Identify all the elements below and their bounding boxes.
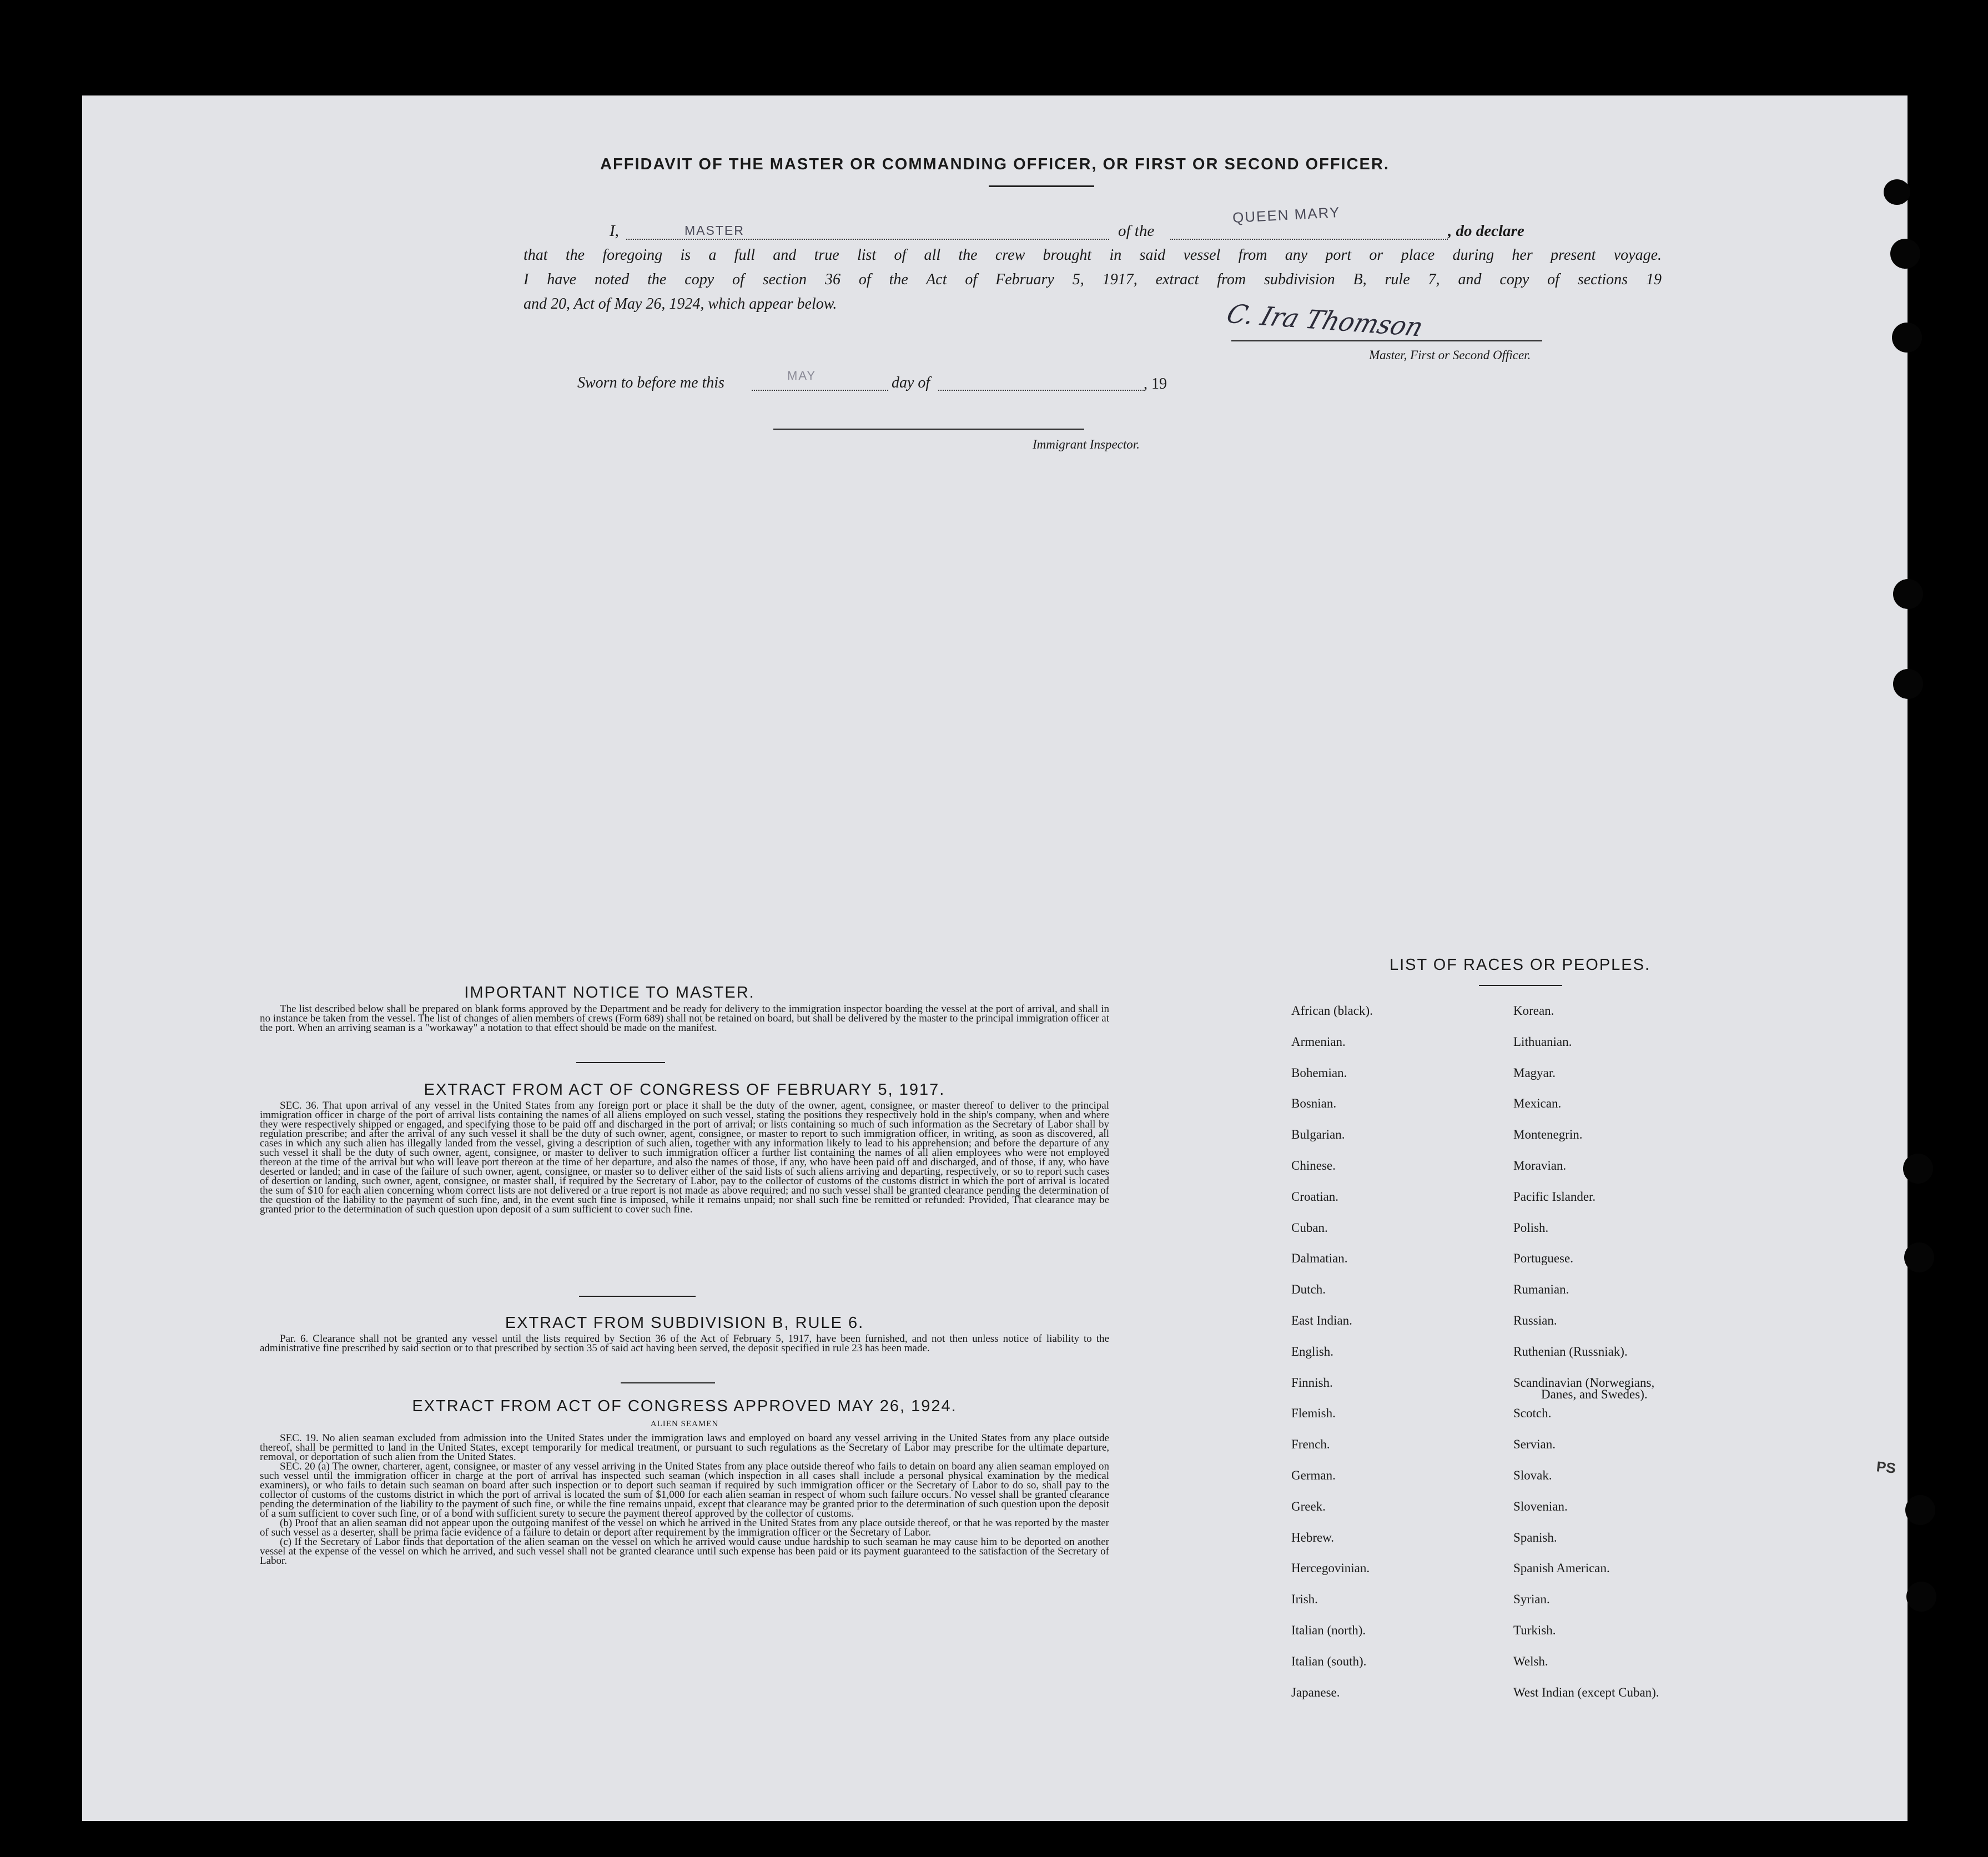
- affidavit-line-2: that the foregoing is a full and true list of all the crew brought in said vessel from any port or place during her present voyage.: [524, 246, 1662, 264]
- extract-1924-title: EXTRACT FROM ACT OF CONGRESS APPROVED MAY 26, 1924.: [412, 1397, 957, 1415]
- race-item: West Indian (except Cuban).: [1513, 1685, 1659, 1699]
- extract-1917-body: [260, 1101, 1109, 1214]
- of-the-label: of the: [1118, 222, 1155, 240]
- vessel-value: QUEEN MARY: [1232, 203, 1341, 227]
- race-item: Scotch.: [1513, 1406, 1552, 1421]
- race-item: Irish.: [1291, 1592, 1318, 1607]
- section-19-text: SEC. 19. No alien seaman excluded from admission into the United States under the immigration laws and employed on board any vessel arriving in the United States from any place outside thereof, shall be permitted to land in the United States, except temporarily for medical treatment, or pursuant to such regulations as the Secretary of Labor may prescribe for the ultimate departure, removal, or deportation of such alien from the United States.: [260, 1432, 1109, 1463]
- extract-1917-title: EXTRACT FROM ACT OF CONGRESS OF FEBRUARY 5, 1917.: [424, 1081, 945, 1099]
- extract-1917-divider: [579, 1296, 696, 1297]
- i-label: I,: [610, 222, 619, 240]
- notice-divider: [576, 1062, 665, 1063]
- race-item-scandinavian-cont: Danes, and Swedes).: [1541, 1387, 1648, 1401]
- section-20c-text: (c) If the Secretary of Labor finds that deportation of the alien seaman on the vessel on which he arrived would cause undue hardship to such seaman he may cause him to be deported on another vessel at the expense of the vessel on which he arrived, and such vessel shall not be granted clearance until such expense has been paid or its payment guaranteed to the satisfaction of the Secretary of Labor.: [260, 1536, 1109, 1567]
- race-item: Hebrew.: [1291, 1530, 1335, 1544]
- race-item: Servian.: [1513, 1437, 1556, 1452]
- race-item: Spanish American.: [1513, 1561, 1610, 1576]
- sworn-month-line: [938, 390, 1144, 391]
- binder-hole: [1892, 323, 1922, 353]
- races-divider: [1479, 985, 1562, 986]
- race-item: Italian (north).: [1291, 1623, 1366, 1637]
- race-item: Montenegrin.: [1513, 1128, 1583, 1142]
- race-item: German.: [1291, 1468, 1336, 1482]
- race-item: Korean.: [1513, 1004, 1554, 1018]
- race-item: Greek.: [1291, 1499, 1326, 1513]
- margin-mark: PS: [1875, 1458, 1897, 1477]
- race-item: Chinese.: [1291, 1159, 1336, 1172]
- sworn-stamp: MAY: [787, 369, 817, 383]
- race-item: Finnish.: [1291, 1375, 1333, 1390]
- race-item: Slovenian.: [1513, 1499, 1568, 1513]
- binder-hole: [1906, 1582, 1936, 1612]
- race-item: Bohemian.: [1291, 1065, 1347, 1080]
- race-item: Syrian.: [1513, 1592, 1550, 1607]
- race-item: Russian.: [1513, 1314, 1557, 1327]
- race-item: Turkish.: [1513, 1623, 1556, 1637]
- master-value: MASTER: [685, 223, 744, 238]
- day-of-label: day of: [892, 374, 930, 391]
- race-item: Japanese.: [1291, 1685, 1340, 1699]
- race-item: Italian (south).: [1291, 1654, 1367, 1668]
- notice-text: The list described below shall be prepared on blank forms approved by the Department and be ready for delivery to the immigration inspector boarding the vessel at the port of arrival, and shall in no instance be taken from the vessel. The list of changes of alien members of crews (Form 689) shall not be retained on board, but shall be delivered by the master to the principal immigration officer at the port. When an arriving seaman is a "workaway" a notation to that effect should be made on the manifest.: [260, 1003, 1109, 1034]
- signature-caption: Master, First or Second Officer.: [1369, 348, 1531, 362]
- notice-body: [260, 1004, 1109, 1033]
- title-divider: [989, 185, 1094, 187]
- race-item: Scandinavian (Norwegians,: [1513, 1375, 1655, 1390]
- subdivision-title: EXTRACT FROM SUBDIVISION B, RULE 6.: [505, 1314, 864, 1332]
- binder-hole: [1893, 669, 1923, 699]
- section-36-text: SEC. 36. That upon arrival of any vessel in the United States from any foreign port or place it shall be the duty of the owner, agent, consignee, or master thereof to deliver to the principal immigration officer in charge of the port of arrival lists containing the names of all aliens employed on such vessel, stating the positions they respectively hold in the ship's company, when and where they were respectively shipped or engaged, and specifying those to be paid off and discharged in the port of arrival; or lists containing so much of such information as the Secretary of Labor shall by regulation prescribe; and after the arrival of any such vessel it shall be the duty of such owner, agent, consignee, or master to report to such immigration officer, in writing, as soon as discovered, all cases in which any such alien has illegally landed from the vessel, giving a description of such alien, together with any information likely to lead to his apprehension; and before the departure of any such vessel it shall be the duty of such owner, agent, consignee, or master to deliver to such immigration officer a further list containing the names of all alien employees who were not employed thereon at the time of the arrival but who will leave port thereon at the time of her departure, and also the names of those, if any, who have been paid off and discharged, and of those, if any, who have deserted or landed; and in case of the failure of such owner, agent, consignee, or master so to deliver either of the said lists of such aliens arriving and departing, respectively, or so to report such cases of desertion or landing, such owner, agent, consignee, or master shall, if required by the Secretary of Labor, pay to the collector of customs of the customs district in which the port of arrival is located the sum of $10 for each alien concerning whom correct lists are not delivered or a true report is not made as above required; and no such vessel shall be granted clearance pending the determination of the question of the liability to the payment of such fine, and, in the event such fine is imposed, while it remains unpaid; nor shall such fine be remitted or refunded: Provided, That clearance may be granted prior to the determination of such question upon deposit of a sum sufficient to cover such fine.: [260, 1100, 1109, 1215]
- race-item: Pacific Islander.: [1513, 1189, 1596, 1204]
- affidavit-line-4: and 20, Act of May 26, 1924, which appear below.: [524, 295, 837, 313]
- extract-1924-subtitle: ALIEN SEAMEN: [650, 1420, 719, 1428]
- sworn-label: Sworn to before me this: [577, 374, 724, 391]
- document-sheet: [82, 95, 1908, 1821]
- race-item: Bosnian.: [1291, 1096, 1337, 1111]
- race-item: East Indian.: [1291, 1314, 1352, 1327]
- race-item: English.: [1291, 1344, 1334, 1358]
- race-item: Lithuanian.: [1513, 1034, 1572, 1049]
- race-item: Hercegovinian.: [1291, 1561, 1370, 1576]
- section-20a-text: SEC. 20 (a) The owner, charterer, agent, consignee, or master of any vessel arriving in the United States from any place outside thereof who fails to detain on board any alien seaman employed on such vessel until the immigration officer in charge at the port of arrival has inspected such seaman (which inspection in all cases shall include a personal physical examination by the medical examiners), or who fails to detain such seaman on board after such inspection or to deport such seaman if required by such immigration officer or the Secretary of Labor to do so, shall pay to the collector of customs of the customs district in which the port of arrival is located the sum of $1,000 for each alien seaman in respect of whom such failure occurs. No vessel shall be granted clearance pending the determination of the liability to the payment of such fine, or while the fine remains unpaid, except that clearance may be granted prior to the determination of such question upon the deposit of a sum sufficient to cover such fine, or of a bond with sufficient surety to secure the payment thereof approved by the collector of customs.: [260, 1461, 1109, 1519]
- section-20b-text: (b) Proof that an alien seaman did not appear upon the outgoing manifest of the vessel on which he arrived in the United States from any place outside thereof, or that he was reported by the master of such vessel as a deserter, shall be prima facie evidence of a failure to detain or deport after requirement by the immigration officer or the Secretary of Labor.: [260, 1517, 1109, 1538]
- do-declare-label: , do declare: [1448, 222, 1524, 240]
- race-item: Magyar.: [1513, 1065, 1556, 1080]
- extract-1924-body: [260, 1433, 1109, 1566]
- race-item: Rumanian.: [1513, 1282, 1569, 1297]
- binder-hole: [1890, 239, 1920, 269]
- race-item: Dutch.: [1291, 1282, 1326, 1297]
- race-item: Spanish.: [1513, 1530, 1557, 1544]
- binder-hole: [1893, 579, 1923, 609]
- race-item: Croatian.: [1291, 1189, 1338, 1204]
- notice-title: IMPORTANT NOTICE TO MASTER.: [464, 984, 755, 1002]
- race-item: Moravian.: [1513, 1159, 1567, 1172]
- rule-6-text: Par. 6. Clearance shall not be granted any vessel until the lists required by Section 36 of the Act of February 5, 1917, have been furnished, and not then unless notice of liability to the administrative fine prescribed by said section or to that prescribed by section 35 of said act having been served, the deposit specified in rule 23 has been made.: [260, 1333, 1109, 1354]
- race-item: African (black).: [1291, 1004, 1373, 1018]
- race-item: Cuban.: [1291, 1220, 1328, 1235]
- race-item: Slovak.: [1513, 1468, 1552, 1482]
- binder-hole: [1903, 1154, 1933, 1184]
- race-item: Armenian.: [1291, 1034, 1346, 1049]
- races-title: LIST OF RACES OR PEOPLES.: [1389, 956, 1651, 974]
- affidavit-title: AFFIDAVIT OF THE MASTER OR COMMANDING OFFICER, OR FIRST OR SECOND OFFICER.: [600, 155, 1390, 173]
- race-item: Dalmatian.: [1291, 1251, 1348, 1266]
- affidavit-line-3: I have noted the copy of section 36 of the Act of February 5, 1917, extract from subdivision B, rule 7, and copy of sections 19: [524, 271, 1662, 288]
- sworn-day-line: [752, 390, 888, 391]
- vessel-name-line: [1170, 239, 1448, 240]
- race-item: Portuguese.: [1513, 1251, 1573, 1266]
- inspector-caption: Immigrant Inspector.: [1033, 437, 1140, 451]
- subdivision-body: [260, 1334, 1109, 1353]
- inspector-signature-line: [773, 429, 1084, 430]
- race-item: Polish.: [1513, 1220, 1549, 1235]
- race-item: Ruthenian (Russniak).: [1513, 1344, 1628, 1358]
- year-prefix: , 19: [1144, 375, 1167, 392]
- race-item: Welsh.: [1513, 1654, 1548, 1668]
- binder-hole: [1884, 179, 1910, 205]
- signature: C. Ira Thomson: [1222, 298, 1427, 343]
- binder-hole: [1904, 1242, 1934, 1272]
- race-item: Mexican.: [1513, 1096, 1562, 1111]
- race-item: Flemish.: [1291, 1406, 1336, 1421]
- race-item: French.: [1291, 1437, 1330, 1452]
- master-name-line: [626, 239, 1109, 240]
- subdivision-divider: [621, 1382, 715, 1383]
- signature-line: [1231, 340, 1542, 341]
- race-item: Bulgarian.: [1291, 1128, 1345, 1142]
- binder-hole: [1905, 1495, 1935, 1525]
